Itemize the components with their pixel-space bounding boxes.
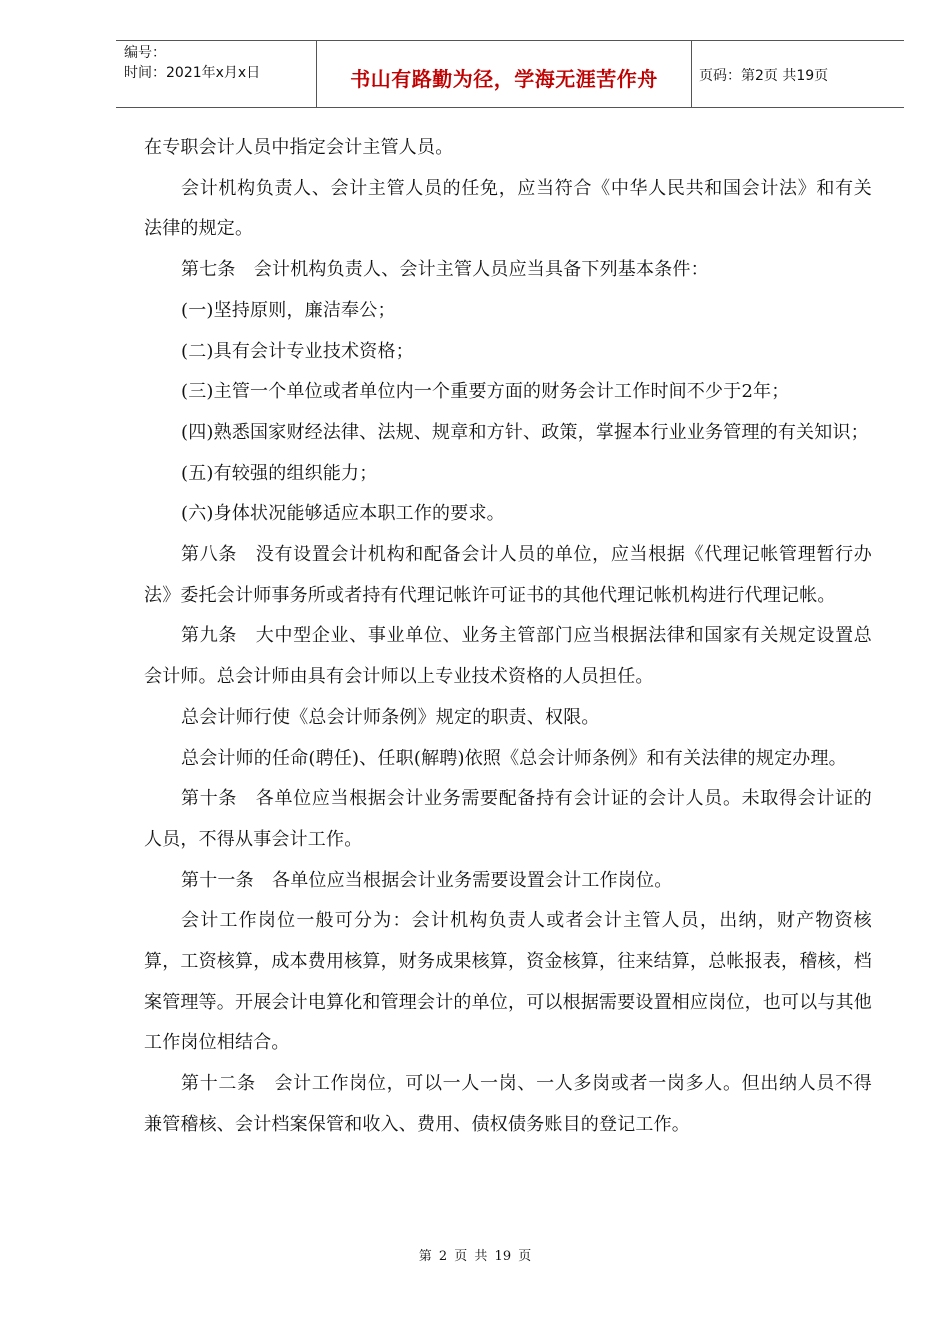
- article-9: 第九条 大中型企业、事业单位、业务主管部门应当根据法律和国家有关规定设置总会计师。总会计师由具有会计师以上专业技术资格的人员担任。: [144, 625, 872, 688]
- header-page-cell: [691, 41, 904, 107]
- list-item: (一)坚持原则，廉洁奉公；: [181, 299, 396, 321]
- paragraph: 会计工作岗位一般可分为：会计机构负责人或者会计主管人员，出纳，财产物资核算，工资核算，成本费用核算，财务成果核算，资金核算，往来结算，总帐报表，稽核，档案管理等。开展会计电算化和管理会计的单位，可以根据需要设置相应岗位，也可以与其他工作岗位相结合。: [144, 910, 872, 1054]
- paragraph: 总会计师的任命(聘任)、任职(解聘)依照《总会计师条例》和有关法律的规定办理。: [181, 747, 847, 769]
- document-code-label: 编号：: [124, 45, 166, 61]
- paragraph: 总会计师行使《总会计师条例》规定的职责、权限。: [181, 706, 600, 728]
- header-motto-cell: [316, 41, 692, 107]
- article-7: 第七条 会计机构负责人、会计主管人员应当具备下列基本条件：: [181, 259, 709, 281]
- list-item: (五)有较强的组织能力；: [181, 462, 378, 484]
- list-item: (六)身体状况能够适应本职工作的要求。: [181, 503, 505, 525]
- paragraph: 会计机构负责人、会计主管人员的任免，应当符合《中华人民共和国会计法》和有关法律的规定。: [144, 177, 872, 240]
- document-body: [144, 128, 872, 1146]
- article-12: 第十二条 会计工作岗位，可以一人一岗、一人多岗或者一岗多人。但出纳人员不得兼管稽核、会计档案保管和收入、费用、债权债务账目的登记工作。: [144, 1073, 872, 1135]
- list-item: (四)熟悉国家财经法律、法规、规章和方针、政策，掌握本行业业务管理的有关知识；: [181, 421, 869, 443]
- list-item: (三)主管一个单位或者单位内一个重要方面的财务会计工作时间不少于2年；: [181, 381, 790, 403]
- page-footer: 第 2 页 共 19 页: [418, 1249, 532, 1264]
- header-motto: 书山有路勤为径，学海无涯苦作舟: [350, 67, 658, 91]
- page-header: [116, 40, 904, 108]
- article-8: 第八条 没有设置会计机构和配备会计人员的单位，应当根据《代理记帐管理暂行办法》委托会计师事务所或者持有代理记帐许可证书的其他代理记帐机构进行代理记帐。: [144, 544, 872, 606]
- document-time-label: 时间：2021年x月x日: [124, 65, 261, 81]
- header-page-number: 页码：第2页 共19页: [699, 68, 829, 84]
- paragraph: 在专职会计人员中指定会计主管人员。: [144, 137, 454, 158]
- list-item: (二)具有会计专业技术资格；: [181, 340, 414, 362]
- article-10: 第十条 各单位应当根据会计业务需要配备持有会计证的会计人员。未取得会计证的人员，不得从事会计工作。: [144, 788, 872, 850]
- header-info-cell: [116, 41, 316, 107]
- article-11: 第十一条 各单位应当根据会计业务需要设置会计工作岗位。: [181, 869, 673, 891]
